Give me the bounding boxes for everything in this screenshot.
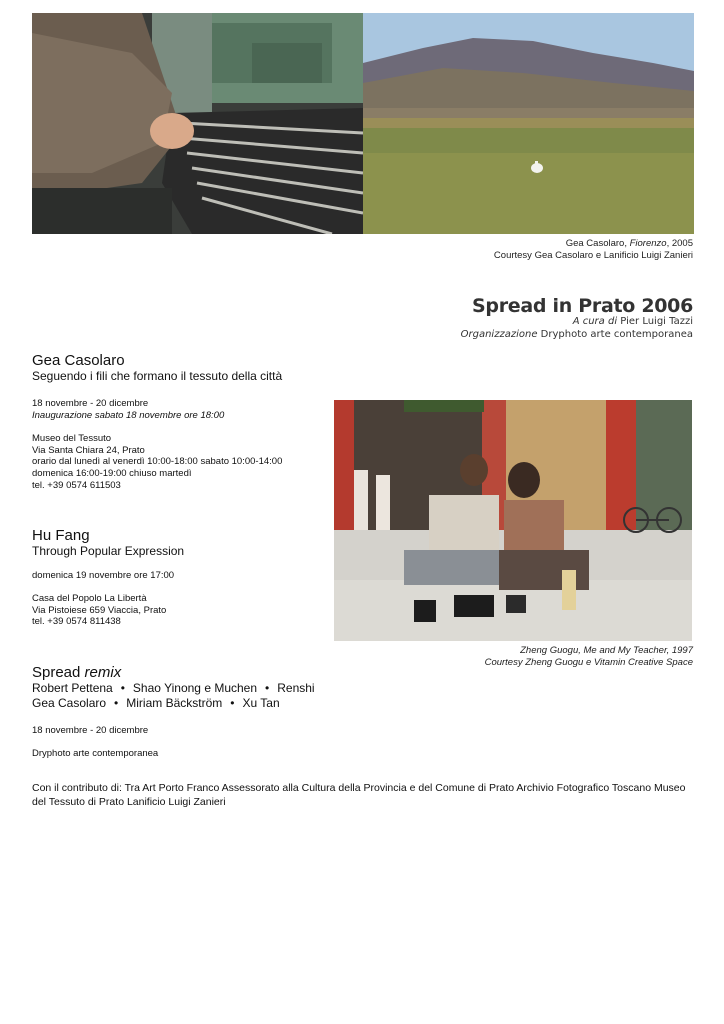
hu-fang-address: Via Pistoiese 659 Viaccia, Prato [32,604,167,616]
spread-remix-heading [32,664,121,681]
gea-venue-block [32,433,282,492]
remix-artist: Shao Yinong e Muchen [132,681,258,695]
weaving-photo [32,13,363,234]
gea-opening: Inaugurazione sabato 18 novembre ore 18:00 [32,409,225,421]
gea-casolaro-heading: Gea Casolaro [32,352,125,369]
remix-dates: 18 novembre - 20 dicembre [32,725,149,736]
gea-hours-weekday: orario dal lunedì al venerdì 10:00-18:00 sabato 10:00-14:00 [32,456,283,468]
remix-artist: Renshi [277,681,315,695]
gea-casolaro-title: Seguendo i fili che formano il tessuto della città [32,369,283,383]
page-title: Spread in Prato 2006 [472,295,693,317]
gea-dates-block [32,398,224,421]
caption-year: , 2005 [666,238,693,249]
org-prefix: Organizzazione [460,329,538,340]
curator-line [573,316,693,327]
middle-caption-line1: Zheng Guogu, Me and My Teacher, 1997 [520,645,693,656]
street-photo [334,400,692,641]
gea-hours-sunday: domenica 16:00-19:00 chiuso martedì [32,468,192,480]
separator-dot: • [114,696,119,710]
hu-fang-heading: Hu Fang [32,527,90,544]
separator-dot: • [120,681,125,695]
organization-line [461,329,693,340]
landscape-photo [363,13,694,234]
curator-prefix: A cura di [572,316,618,327]
remix-title-italic: remix [84,664,122,681]
remix-title-plain: Spread [32,664,85,681]
separator-dot: • [230,696,235,710]
remix-artists-row1 [32,681,315,696]
middle-caption-line2: Courtesy Zheng Guogu e Vitamin Creative Space [484,657,693,668]
remix-artist: Gea Casolaro [32,696,107,710]
remix-artist: Miriam Bäckström [126,696,223,710]
remix-artist: Xu Tan [242,696,280,710]
caption-artist: Gea Casolaro, [565,238,627,249]
middle-caption [485,645,693,669]
gea-phone: tel. +39 0574 611503 [32,479,121,491]
curator-name: Pier Luigi Tazzi [617,316,693,327]
hu-fang-venue: Casa del Popolo La Libertà [32,593,147,604]
hu-fang-title: Through Popular Expression [32,544,185,558]
sponsors-text: Con il contributo di: Tra Art Porto Franco Assessorato alla Cultura della Provincia e del Comune di Prato Archivio Fotografico Toscano Museo del Tessuto di Prato Lanificio Luigi Zanieri [32,782,686,808]
top-caption [494,238,693,262]
remix-artist: Robert Pettena [32,681,113,695]
remix-organization: Dryphoto arte contemporanea [32,748,159,759]
caption-courtesy: Courtesy Gea Casolaro e Lanificio Luigi Zanieri [493,250,693,261]
remix-artists-row2 [32,696,280,711]
separator-dot: • [265,681,270,695]
hu-fang-venue-block [32,593,166,628]
org-name: Dryphoto arte contemporanea [537,329,693,340]
hu-fang-phone: tel. +39 0574 811438 [32,616,121,628]
gea-venue: Museo del Tessuto [32,433,112,444]
gea-address: Via Santa Chiara 24, Prato [32,444,145,456]
gea-dates: 18 novembre - 20 dicembre [32,398,149,409]
caption-work: Fiorenzo [629,238,667,249]
hu-fang-date: domenica 19 novembre ore 17:00 [32,570,175,581]
